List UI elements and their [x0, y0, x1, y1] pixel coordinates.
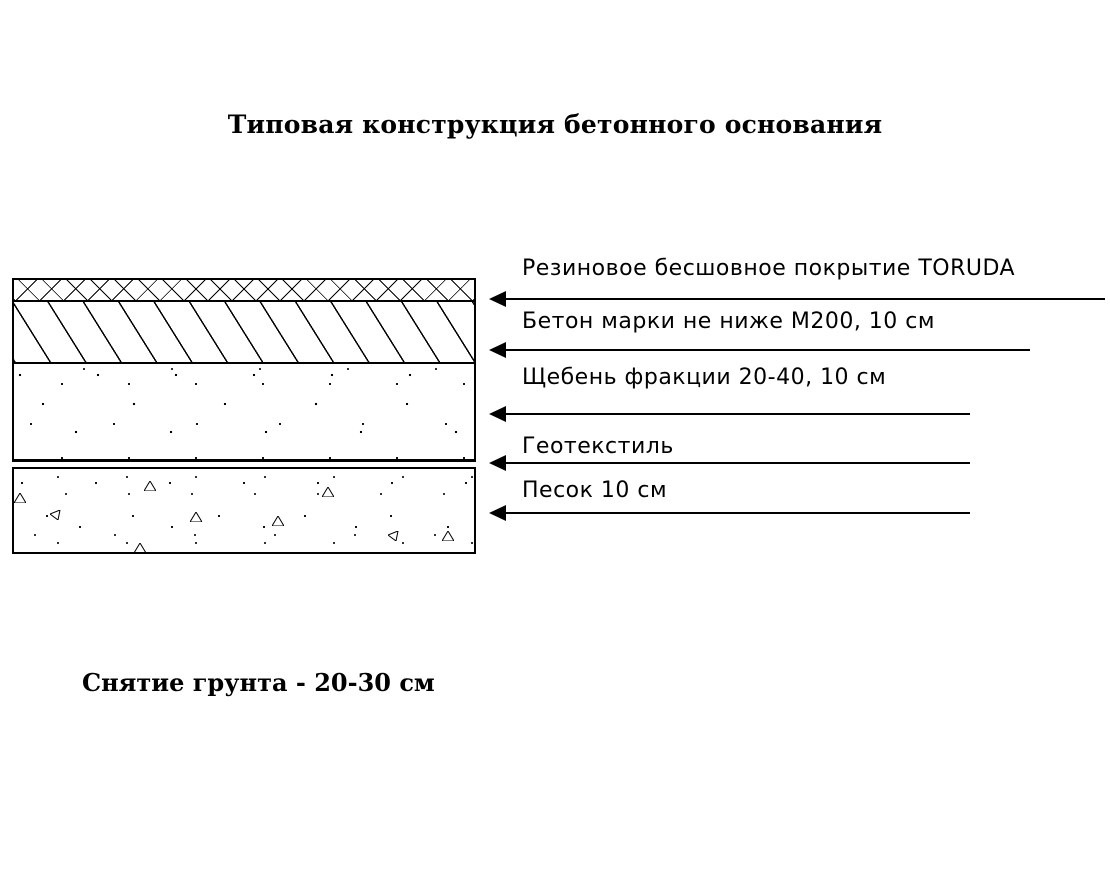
leader-line-rubber	[505, 298, 1105, 300]
footnote-soil-removal: Снятие грунта - 20-30 см	[82, 668, 435, 697]
label-sand: Песок 10 см	[522, 478, 668, 503]
leader-line-concrete	[505, 349, 1030, 351]
layer-concrete	[12, 302, 476, 364]
gravel-fleck-icon	[442, 531, 454, 541]
leader-line-sand	[505, 512, 970, 514]
label-concrete: Бетон марки не ниже М200, 10 см	[522, 309, 935, 334]
layer-rubber	[12, 278, 476, 302]
label-rubber: Резиновое бесшовное покрытие TORUDA	[522, 256, 1016, 281]
gravel-fleck-icon	[144, 481, 156, 491]
layer-gravel	[12, 364, 476, 462]
arrow-icon	[489, 406, 506, 422]
cross-section-drawing	[12, 278, 476, 554]
gravel-fleck-icon	[134, 543, 146, 553]
layer-sand	[12, 467, 476, 554]
arrow-icon	[489, 342, 506, 358]
gravel-fleck-icon	[190, 512, 202, 522]
leader-line-gravel	[505, 413, 970, 415]
gravel-fleck-icon	[322, 487, 334, 497]
gravel-fleck-icon	[14, 493, 26, 503]
arrow-icon	[489, 291, 506, 307]
gravel-fleck-icon	[388, 531, 400, 541]
page-title-text: Типовая конструкция бетонного основания	[227, 110, 883, 139]
gravel-fleck-icon	[272, 516, 284, 526]
label-gravel: Щебень фракции 20-40, 10 см	[522, 365, 887, 390]
arrow-icon	[489, 505, 506, 521]
gravel-fleck-icon	[50, 510, 62, 520]
arrow-icon	[489, 455, 506, 471]
label-geotextile: Геотекстиль	[522, 434, 674, 459]
page-title	[0, 110, 1110, 140]
leader-line-geotextile	[505, 462, 970, 464]
